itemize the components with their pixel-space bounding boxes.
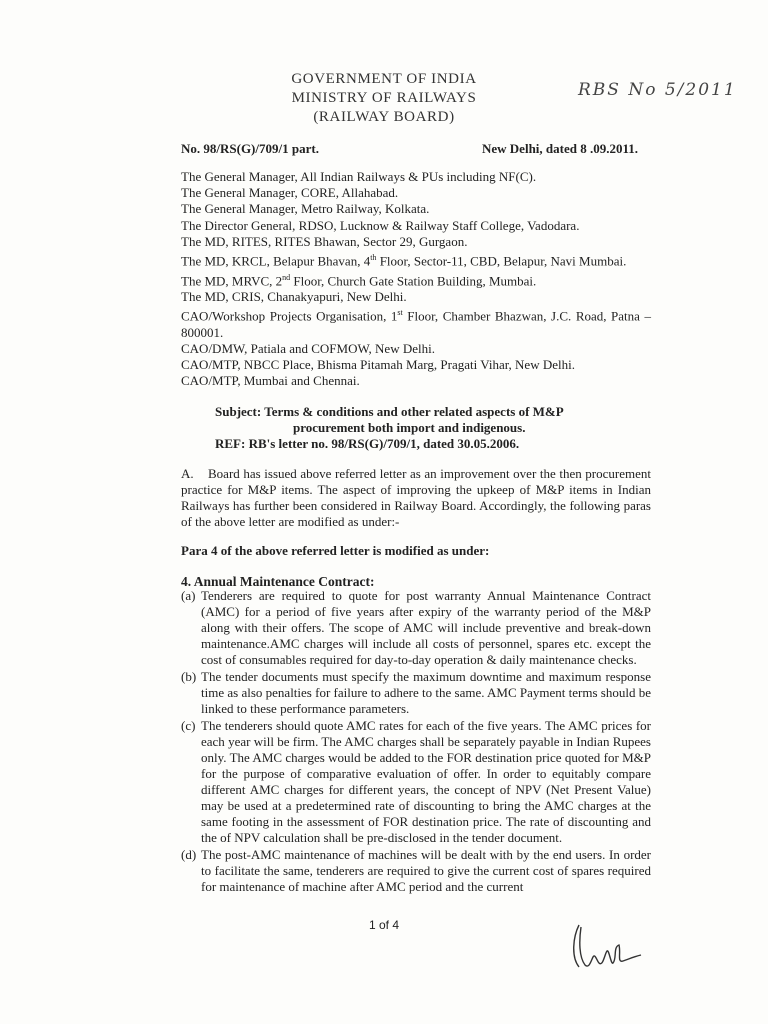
subject-line-continued: procurement both import and indigenous. [293, 420, 526, 435]
reference-number: No. 98/RS(G)/709/1 part. [181, 141, 319, 156]
clause-text: Tenderers are required to quote for post warranty Annual Maintenance Contract (AMC) for a period of five years after expiry of the warranty period of the M&P along with their offers. The scope of AMC will include preventive and break-down maintenance.AMC charges will include all costs of personnel, spares etc. except the cost of consumables required for day-to-day operation & daily maintenance checks. [201, 588, 651, 667]
clause-c [181, 718, 651, 846]
clause-b [181, 669, 651, 717]
addressee: The MD, KRCL, Belapur Bhavan, 4th Floor, Sector-11, CBD, Belapur, Navi Mumbai. [181, 253, 627, 269]
clause-text: The tender documents must specify the maximum downtime and maximum response time as also penalties for failure to adhere to the same. AMC Payment terms should be linked to these performance parameters. [201, 669, 651, 716]
addressee: The MD, CRIS, Chanakyapuri, New Delhi. [181, 289, 407, 305]
date-line: New Delhi, dated 8 .09.2011. [482, 141, 638, 156]
section-title: 4. Annual Maintenance Contract: [181, 574, 375, 589]
clause-a [181, 588, 651, 668]
signature [567, 917, 647, 977]
addressee: CAO/DMW, Patiala and COFMOW, New Delhi. [181, 341, 435, 357]
amc-clauses [181, 588, 651, 896]
subject-reference: REF: RB's letter no. 98/RS(G)/709/1, dated 30.05.2006. [215, 436, 520, 451]
addressee-list [181, 169, 651, 390]
addressee: CAO/MTP, Mumbai and Chennai. [181, 373, 360, 389]
addressee: The General Manager, CORE, Allahabad. [181, 185, 399, 201]
handwritten-rbs-number: RBS No 5/2011 [578, 80, 737, 100]
paragraph-a-label: A. [181, 466, 194, 481]
addressee: The MD, RITES, RITES Bhawan, Sector 29, Gurgaon. [181, 233, 468, 249]
addressee: The General Manager, Metro Railway, Kolkata. [181, 201, 430, 217]
clause-text: The post-AMC maintenance of machines will be dealt with by the end users. In order to facilitate the same, tenderers are required to give the current cost of spares required for maintenance of machine after AMC period and the current [201, 847, 651, 894]
subject-block [215, 404, 653, 452]
para4-heading: Para 4 of the above referred letter is modified as under: [181, 543, 490, 558]
addressee: The General Manager, All Indian Railways & PUs including NF(C). [181, 169, 537, 184]
addressee: CAO/Workshop Projects Organisation, 1st Floor, Chamber Bhazwan, J.C. Road, Patna – 800001. [181, 308, 651, 340]
letterhead-ministry: MINISTRY OF RAILWAYS [291, 90, 477, 106]
addressee: The Director General, RDSO, Lucknow & Railway Staff College, Vadodara. [181, 217, 580, 233]
addressee: The MD, MRVC, 2nd Floor, Church Gate Station Building, Mumbai. [181, 272, 537, 288]
page-number: 1 of 4 [368, 918, 400, 932]
addressee: CAO/MTP, NBCC Place, Bhisma Pitamah Marg, Pragati Vihar, New Delhi. [181, 357, 575, 373]
paragraph-a [181, 466, 651, 530]
clause-label: (a) [181, 588, 196, 603]
letterhead-board: (RAILWAY BOARD) [313, 109, 455, 125]
paragraph-a-text: Board has issued above referred letter as an improvement over the then procurement practice for M&P items. The aspect of improving the upkeep of M&P items in Indian Railways has further been considered in Railway Board. Accordingly, the following paras of the above letter are modified as under:- [181, 466, 651, 529]
clause-label: (b) [181, 669, 197, 684]
clause-text: The tenderers should quote AMC rates for each of the five years. The AMC prices for each year will be firm. The AMC charges shall be separately payable in Indian Rupees only. The AMC charges would be added to the FOR destination price quoted for M&P for the purpose of comparative evaluation of offer. In order to equitably compare different AMC charges for different years, the concept of NPV (Net Present Value) may be used at a predetermined rate of discounting to bring the AMC charges at the same footing in the assessment of FOR destination price. The rate of discounting and the of NPV calculation shall be pre-disclosed in the tender document. [201, 718, 651, 845]
subject-line: Subject: Terms & conditions and other related aspects of M&P [215, 404, 564, 419]
clause-label: (d) [181, 847, 197, 862]
clause-label: (c) [181, 718, 196, 733]
letterhead-government: GOVERNMENT OF INDIA [291, 71, 477, 87]
clause-d [181, 847, 651, 895]
